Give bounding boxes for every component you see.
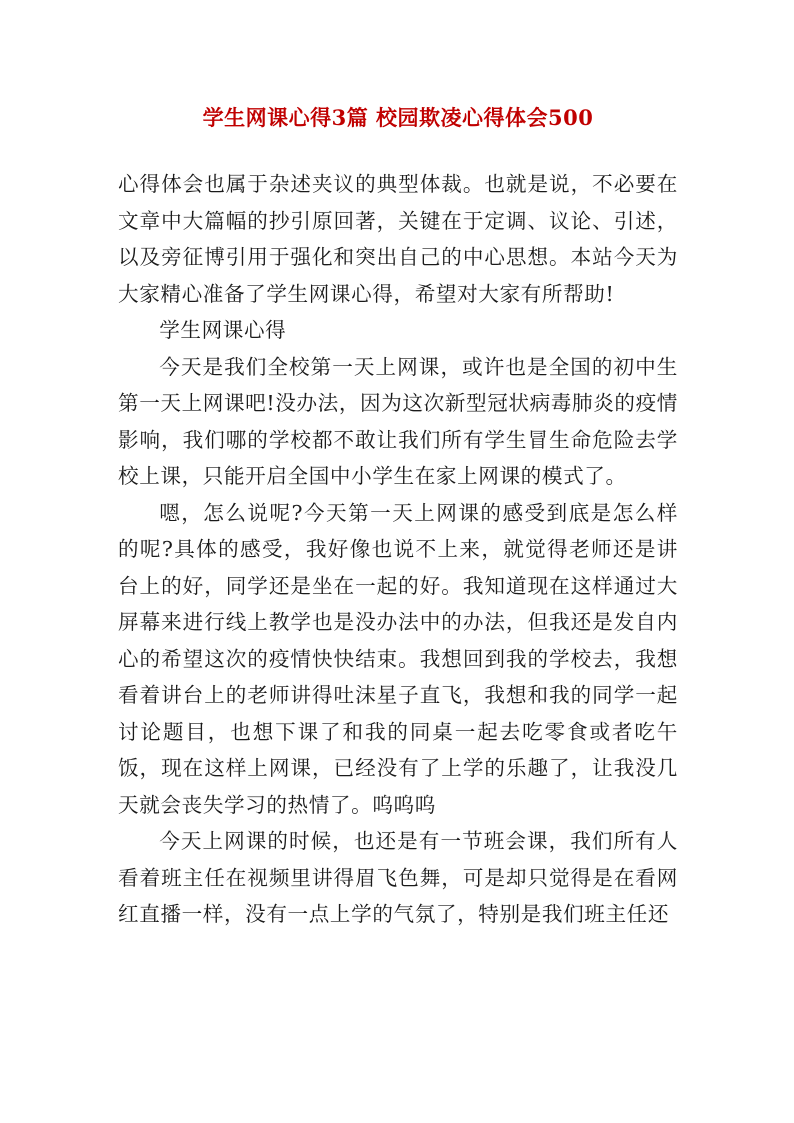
body-paragraph-3: 今天上网课的时候，也还是有一节班会课，我们所有人看着班主任在视频里讲得眉飞色舞，可是却只觉得是在看网红直播一样，没有一点上学的气氛了，特别是我们班主任还: [118, 829, 678, 926]
document-title: 学生网课心得3篇 校园欺凌心得体会500: [202, 105, 594, 130]
document-page: [118, 100, 678, 933]
section-heading: 学生网课心得: [159, 318, 287, 342]
intro-paragraph: 心得体会也属于杂述夹议的典型体裁。也就是说，不必要在文章中大篇幅的抄引原回著，关键在于定调、议论、引述，以及旁征博引用于强化和突出自己的中心思想。本站今天为大家精心准备了学生网课心得，希望对大家有所帮助!: [118, 172, 678, 306]
body-paragraph-1: 今天是我们全校第一天上网课，或许也是全国的初中生第一天上网课吧!没办法，因为这次新型冠状病毒肺炎的疫情影响，我们哪的学校都不敢让我们所有学生冒生命危险去学校上课，只能开启全国中小学生在家上网课的模式了。: [118, 354, 678, 488]
body-paragraph-2: 嗯，怎么说呢?今天第一天上网课的感受到底是怎么样的呢?具体的感受，我好像也说不上来，就觉得老师还是讲台上的好，同学还是坐在一起的好。我知道现在这样通过大屏幕来进行线上教学也是没办法中的办法，但我还是发自内心的希望这次的疫情快快结束。我想回到我的学校去，我想看着讲台上的老师讲得吐沫星子直飞，我想和我的同学一起讨论题目，也想下课了和我的同桌一起去吃零食或者吃午饭，现在这样上网课，已经没有了上学的乐趣了，让我没几天就会丧失学习的热情了。呜呜呜: [118, 500, 678, 817]
